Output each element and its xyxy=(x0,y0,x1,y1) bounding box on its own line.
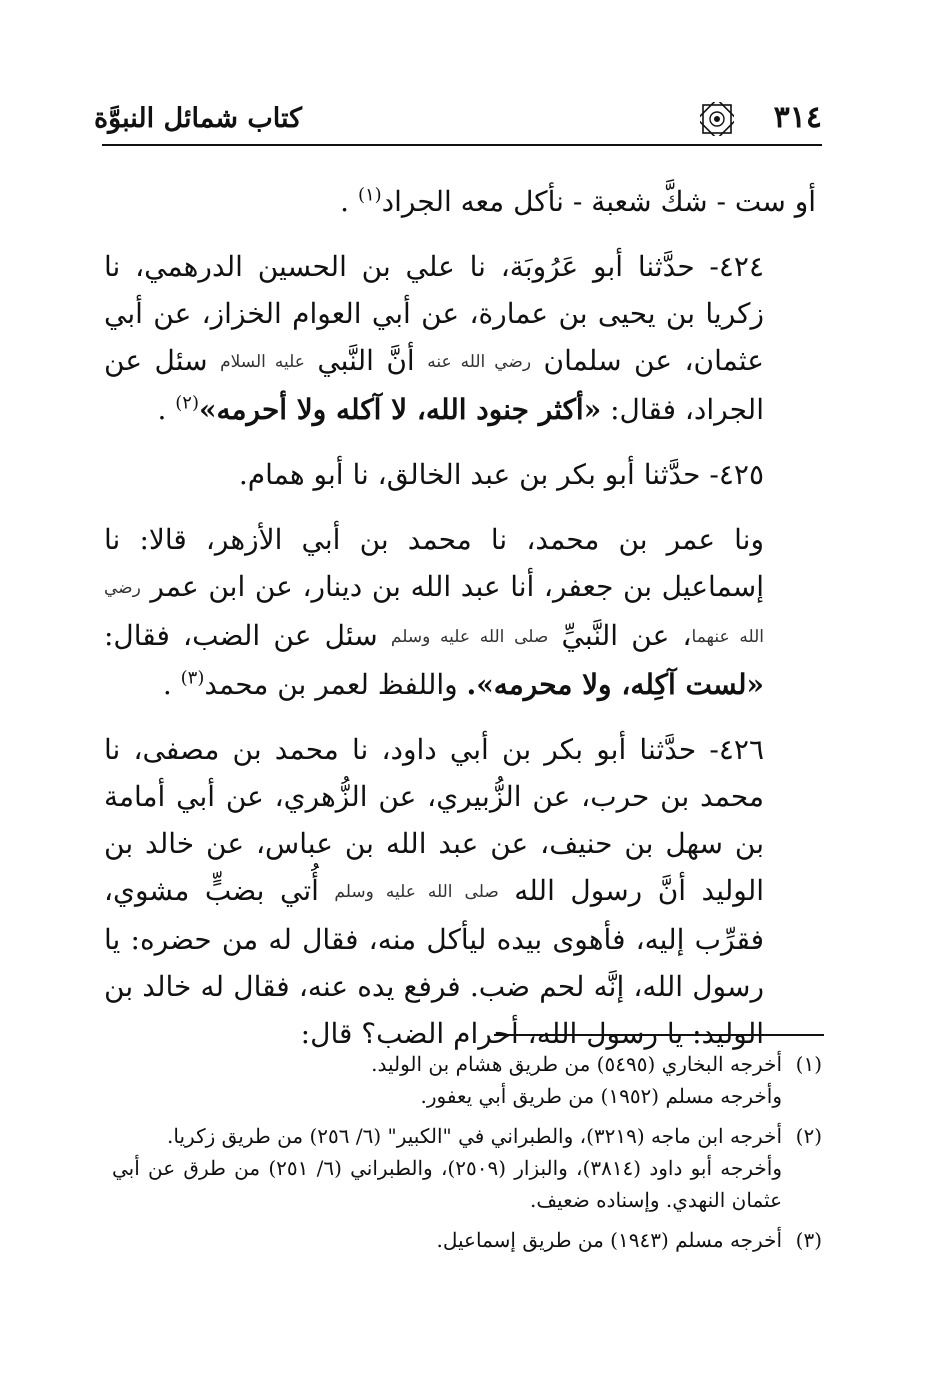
paragraph-continuation xyxy=(104,178,816,225)
footnote-number: (٣) xyxy=(795,1228,822,1252)
footnote-ref: (١) xyxy=(357,184,382,206)
footnotes xyxy=(112,1048,822,1264)
footnote-line: أخرجه مسلم (١٩٤٣) من طريق إسماعيل. xyxy=(436,1228,782,1252)
honorific-glyph: عليه السلام xyxy=(220,352,305,372)
hadith-quote: «أكثر جنود الله، لا آكله ولا أحرمه» xyxy=(199,393,602,426)
footnote-2 xyxy=(112,1120,822,1216)
footnote-line: أخرجه ابن ماجه (٣٢١٩)، والطبراني في "الكبير" (٦/ ٢٥٦) من طريق زكريا. xyxy=(167,1124,782,1148)
ornament-icon xyxy=(700,102,734,136)
paragraph-text: سئل عن الجراد، فقال: xyxy=(104,344,764,426)
footnote-1 xyxy=(112,1048,822,1112)
footnote-line: أخرجه البخاري (٥٤٩٥) من طريق هشام بن الوليد. xyxy=(371,1052,782,1076)
hadith-number: ٤٢٤- xyxy=(694,250,764,283)
footnote-number: (١) xyxy=(795,1052,822,1076)
footnote-number: (٢) xyxy=(795,1124,822,1148)
hadith-number: ٤٢٥- xyxy=(700,458,764,491)
honorific-glyph: صلى الله عليه وسلم xyxy=(334,882,499,902)
paragraph-text: ونا عمر بن محمد، نا محمد بن أبي الأزهر، قالا: نا إسماعيل بن جعفر، أنا عبد الله بن دينار، عن ابن عمر xyxy=(104,523,764,603)
honorific-glyph: صلى الله عليه وسلم xyxy=(390,627,549,647)
paragraph-text: حدَّثنا أبو بكر بن عبد الخالق، نا أبو همام. xyxy=(238,458,701,491)
hadith-424 xyxy=(104,243,816,433)
footnote-ref: (٢) xyxy=(175,392,199,414)
hadith-426 xyxy=(104,726,816,1057)
header-rule xyxy=(102,144,822,146)
paragraph-text: ، عن النَّبيِّ xyxy=(548,619,692,652)
paragraph-end: . xyxy=(340,185,358,218)
paragraph-text: أنَّ النَّبي xyxy=(304,344,428,377)
hadith-425 xyxy=(104,451,816,498)
paragraph-end: . xyxy=(157,393,176,426)
paragraph-text: أو ست - شكَّ شعبة - نأكل معه الجراد xyxy=(381,185,816,218)
paragraph-text: سئل عن الضب، فقال: xyxy=(104,619,391,652)
paragraph-text: حدَّثنا أبو عَرُوبَة، نا علي بن الحسين الدرهمي، نا زكريا بن يحيى بن عمارة، عن أبي العوام الخزاز، عن أبي عثمان، عن سلمان xyxy=(104,250,764,377)
paragraph-text: حدَّثنا أبو بكر بن أبي داود، نا محمد بن مصفى، نا محمد بن حرب، عن الزُّبيري، عن الزُّهري، عن أبي أمامة بن سهل بن حنيف، عن عبد الله بن عباس، عن خالد بن الوليد أنَّ رسول الله xyxy=(104,733,765,907)
hadith-quote: «لست آكِله، ولا محرمه». xyxy=(466,668,764,701)
page-number: ٣١٤ xyxy=(773,100,822,135)
footnote-rule xyxy=(494,1034,824,1036)
footnote-3 xyxy=(112,1224,822,1256)
paragraph-end: . xyxy=(162,668,181,701)
footnote-line: وأخرجه أبو داود (٣٨١٤)، والبزار (٢٥٠٩)، والطبراني (٦/ ٢٥١) من طرق عن أبي عثمان النهدي. وإسناده ضعيف. xyxy=(112,1156,782,1212)
footnote-ref: (٣) xyxy=(180,667,205,689)
main-text xyxy=(104,178,816,1057)
footnote-line: وأخرجه مسلم (١٩٥٢) من طريق أبي يعفور. xyxy=(420,1084,782,1108)
paragraph-text: أُتي بضبٍّ مشوي، فقرِّب إليه، فأهوى بيده ليأكل منه، فقال له من حضره: يا رسول الله، إنَّه لحم ضب. فرفع يده عنه، فقال له خالد بن الوليد: يا رسول الله، أحرام الضب؟ قال: xyxy=(104,874,764,1050)
hadith-number: ٤٢٦- xyxy=(696,733,764,766)
honorific-glyph: رضي الله عنهما xyxy=(104,578,765,647)
hadith-425-chain xyxy=(104,516,816,708)
honorific-glyph: رضي الله عنه xyxy=(427,352,532,372)
paragraph-text: واللفظ لعمر بن محمد xyxy=(204,668,467,701)
book-title: كتاب شمائل النبوَّة xyxy=(94,103,302,134)
page-header xyxy=(94,98,822,146)
